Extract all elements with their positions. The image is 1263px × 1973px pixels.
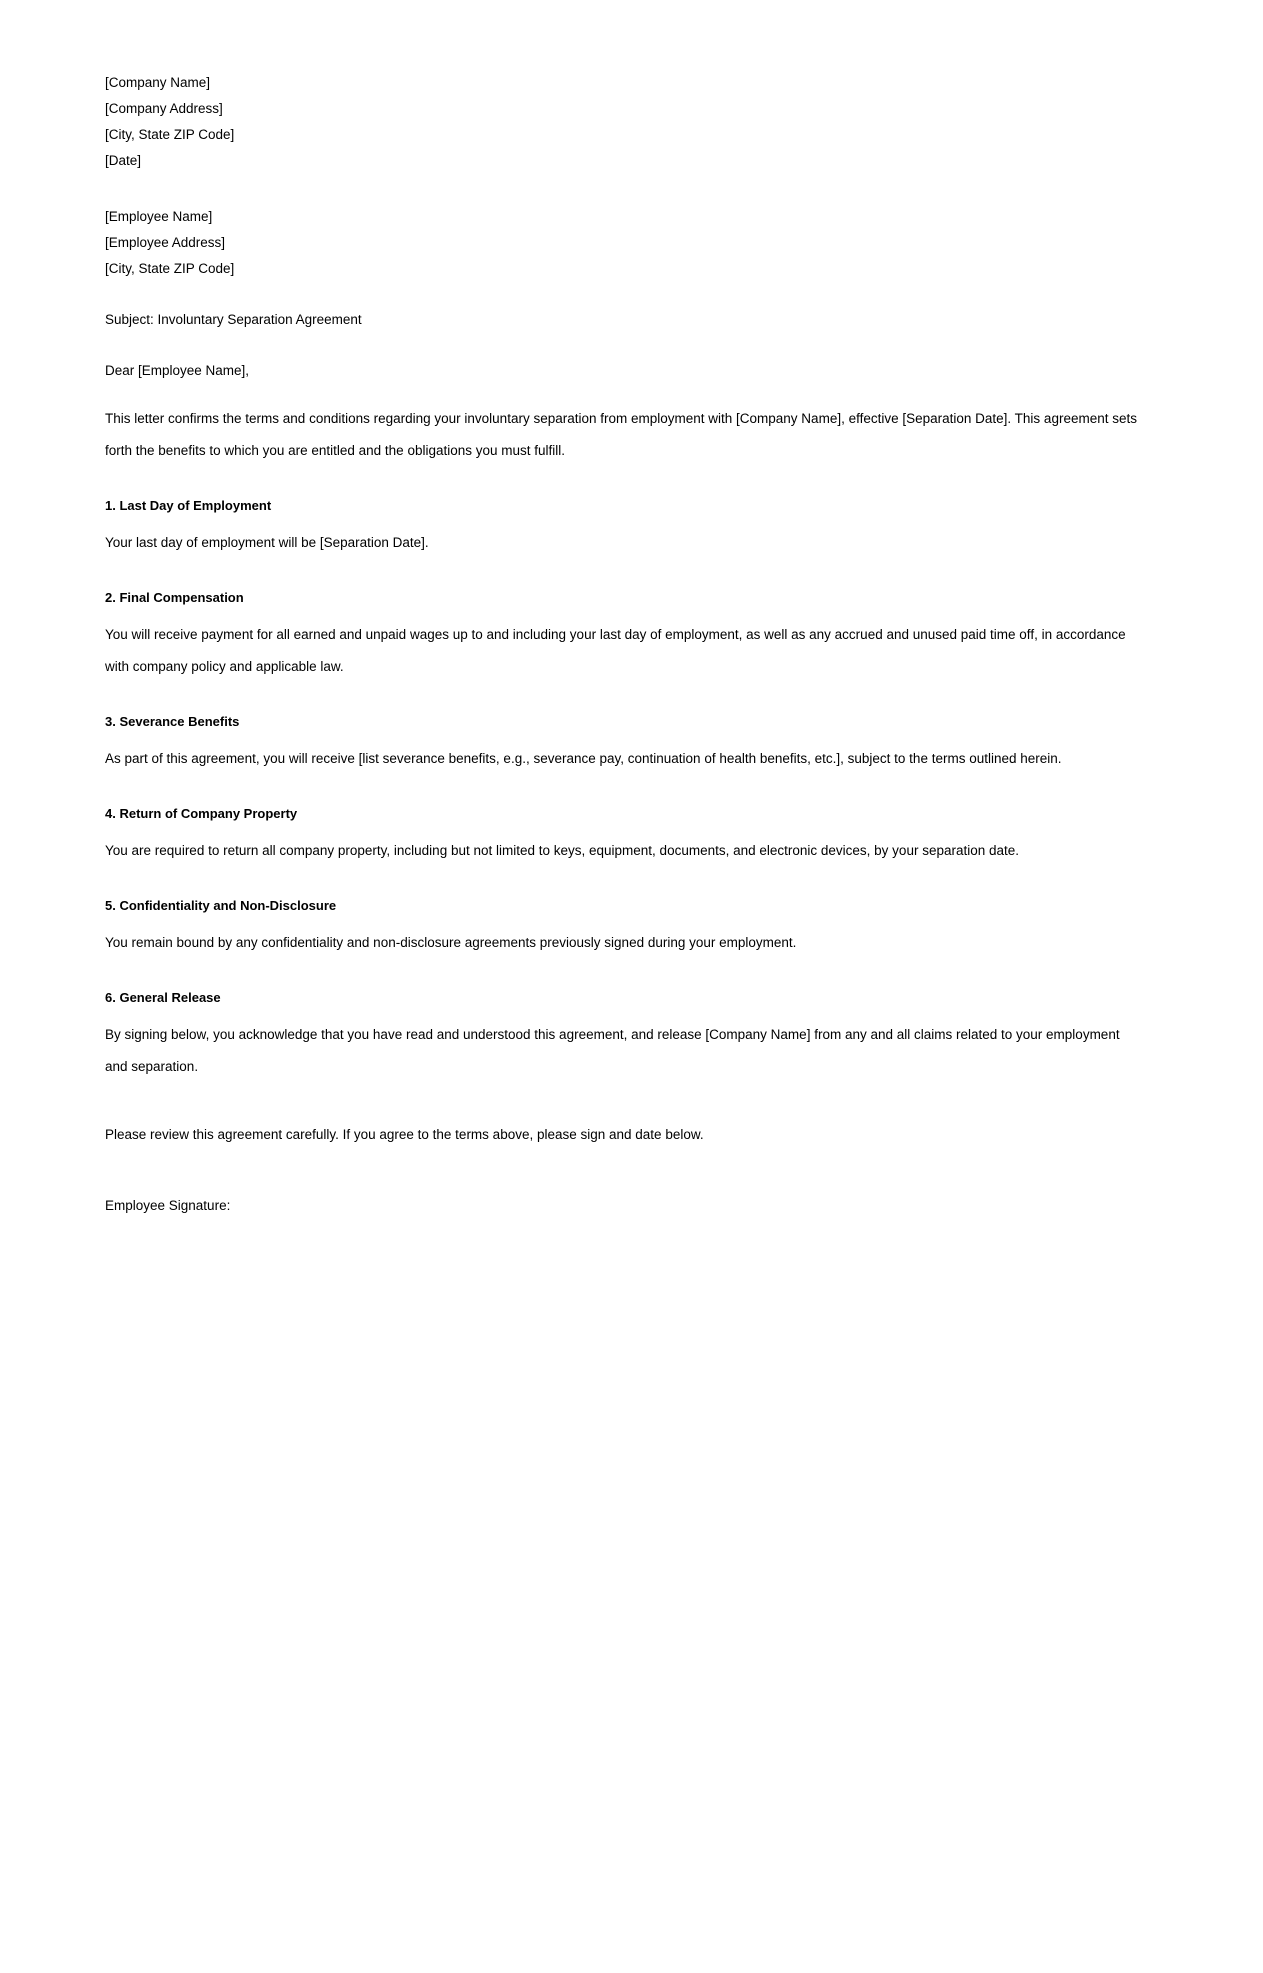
section-body-confidentiality-and-non-disclosure: You remain bound by any confidentiality and non-disclosure agreements previously signed during your employment. <box>105 935 797 950</box>
recipient-city-state-zip: [City, State ZIP Code] <box>105 261 235 276</box>
section-heading-return-of-company-property: 4. Return of Company Property <box>105 806 298 821</box>
section-heading-final-compensation: 2. Final Compensation <box>105 590 244 605</box>
sender-address-block <box>105 70 1140 174</box>
section-body-return-of-company-property: You are required to return all company property, including but not limited to keys, equipment, documents, and electronic devices, by your separation date. <box>105 843 1020 858</box>
spacer-section-6-body <box>105 1008 1140 1019</box>
spacer-after-recipient <box>105 282 1140 307</box>
sender-city-state-zip: [City, State ZIP Code] <box>105 127 235 142</box>
spacer-before-section-5 <box>105 867 1140 896</box>
spacer-section-1-body <box>105 516 1140 527</box>
salutation: Dear [Employee Name], <box>105 363 250 378</box>
sender-company-name: [Company Name] <box>105 75 211 90</box>
recipient-employee-address: [Employee Address] <box>105 235 226 250</box>
spacer-before-section-2 <box>105 559 1140 588</box>
spacer-section-4-body <box>105 824 1140 835</box>
sender-company-address: [Company Address] <box>105 101 223 116</box>
section-body-final-compensation: You will receive payment for all earned and unpaid wages up to and including your last day of employment, as well as any accrued and unused paid time off, in accordance with company policy and applicable law. <box>105 627 1126 674</box>
subject-line: Subject: Involuntary Separation Agreement <box>105 312 362 327</box>
section-body-severance-benefits: As part of this agreement, you will receive [list severance benefits, e.g., severance pay, continuation of health benefits, etc.], subject to the terms outlined herein. <box>105 751 1062 766</box>
section-heading-general-release: 6. General Release <box>105 990 221 1005</box>
section-body-last-day-of-employment: Your last day of employment will be [Separation Date]. <box>105 535 429 550</box>
spacer-after-salutation <box>105 384 1140 403</box>
sender-date: [Date] <box>105 153 142 168</box>
recipient-address-block <box>105 204 1140 282</box>
letter-body <box>105 70 1140 1219</box>
intro-paragraph: This letter confirms the terms and conditions regarding your involuntary separation from employment with [Company Name], effective [Separation Date]. This agreement sets forth the benefits to which you are entitled and the obligations you must fulfill. <box>105 411 1137 458</box>
spacer-before-closing <box>105 1083 1140 1119</box>
recipient-employee-name: [Employee Name] <box>105 209 213 224</box>
spacer-after-sender <box>105 174 1140 204</box>
spacer-section-5-body <box>105 916 1140 927</box>
spacer-after-subject <box>105 333 1140 358</box>
employee-signature-label: Employee Signature: <box>105 1198 231 1213</box>
section-heading-last-day-of-employment: 1. Last Day of Employment <box>105 498 272 513</box>
closing-paragraph: Please review this agreement carefully. If you agree to the terms above, please sign and date below. <box>105 1127 704 1142</box>
spacer-before-section-1 <box>105 467 1140 496</box>
spacer-section-3-body <box>105 732 1140 743</box>
section-heading-severance-benefits: 3. Severance Benefits <box>105 714 240 729</box>
section-heading-confidentiality-and-non-disclosure: 5. Confidentiality and Non-Disclosure <box>105 898 337 913</box>
spacer-before-section-4 <box>105 775 1140 804</box>
spacer-before-signature <box>105 1151 1140 1193</box>
spacer-before-section-6 <box>105 959 1140 988</box>
section-body-general-release: By signing below, you acknowledge that you have read and understood this agreement, and release [Company Name] from any and all claims related to your employment and separation. <box>105 1027 1120 1074</box>
spacer-before-section-3 <box>105 683 1140 712</box>
spacer-section-2-body <box>105 608 1140 619</box>
